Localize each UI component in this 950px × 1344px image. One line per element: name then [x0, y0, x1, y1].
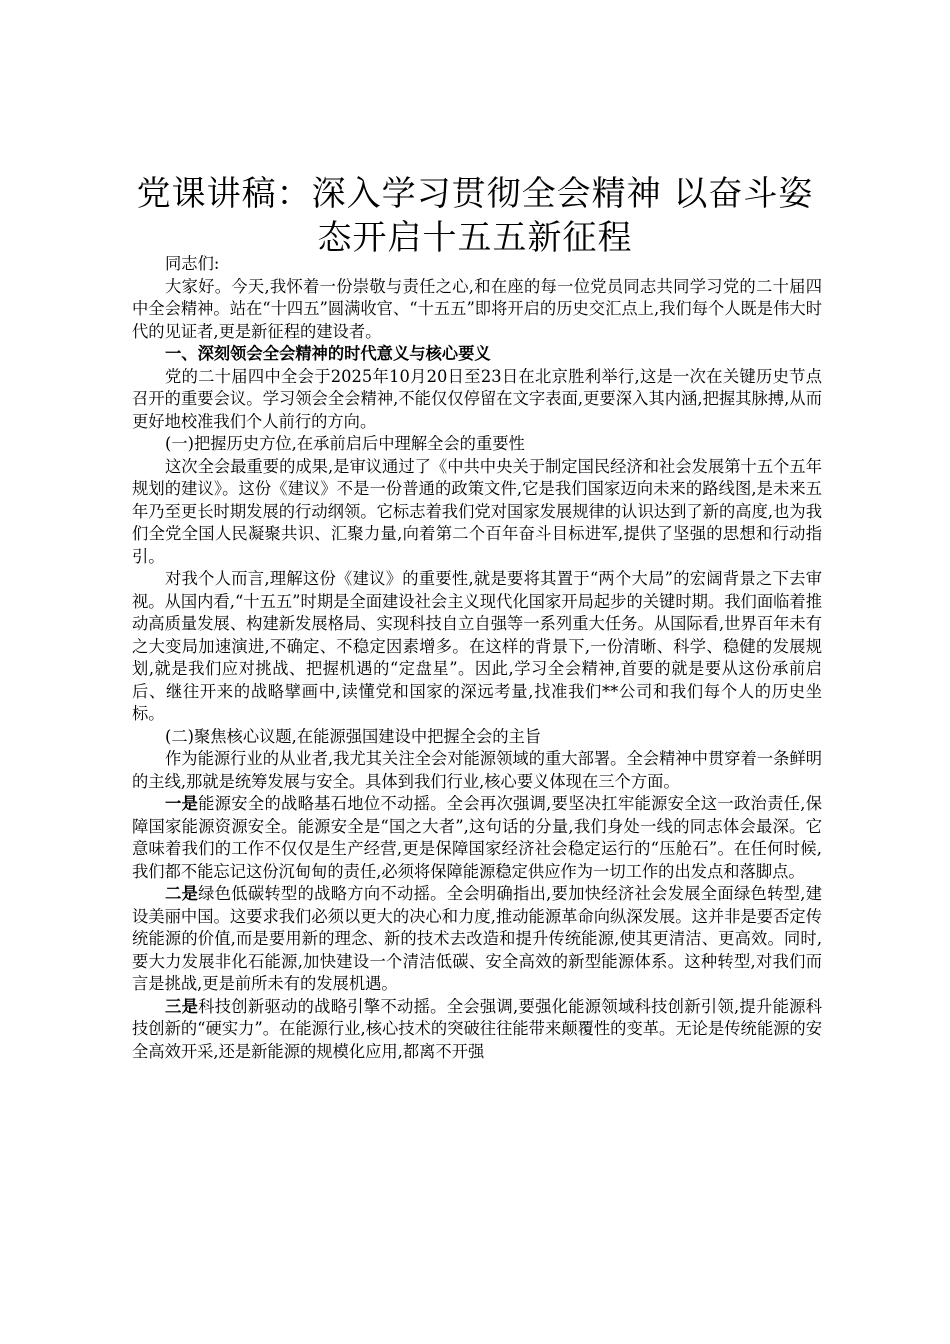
intro-paragraph: 大家好。今天,我怀着一份崇敬与责任之心,和在座的每一位党员同志共同学习党的二十届四中全会精神。站在“十四五”圆满收官、“十五五”即将开启的历史交汇点上,我们每个人既是伟大时代的见证者,更是新征程的建设者。 [132, 276, 822, 341]
point-text: 能源安全的战略基石地位不动摇。全会再次强调,要坚决扛牢能源安全这一政治责任,保障国家能源资源安全。能源安全是“国之大者”,这句话的分量,我们身处一线的同志体会最深。它意味着我们的工作不仅仅是生产经营,更是保障国家经济社会稳定运行的“压舱石”。在任何时候,我们都不能忘记这份沉甸甸的责任,必须将保障能源稳定供应作为一切工作的出发点和落脚点。 [132, 794, 822, 881]
point-paragraph [132, 996, 822, 1064]
paragraph: 这次全会最重要的成果,是审议通过了《中共中央关于制定国民经济和社会发展第十五个五年规划的建议》。这份《建议》不是一份普通的政策文件,它是我们国家迈向未来的路线图,是未来五年乃至更长时期发展的行动纲领。它标志着我们党对国家发展规律的认识达到了新的高度,也为我们全党全国人民凝聚共识、汇聚力量,向着第二个百年奋斗目标进军,提供了坚强的思想和行动指引。 [132, 456, 822, 566]
subsection-heading: (二)聚焦核心议题,在能源强国建设中把握全会的主旨 [165, 726, 542, 746]
point-paragraph [132, 883, 822, 996]
section-heading: 一、深刻领会全会精神的时代意义与核心要义 [165, 344, 491, 363]
document-body [132, 253, 822, 1063]
paragraph: 党的二十届四中全会于2025年10月20日至23日在北京胜利举行,这是一次在关键历史节点召开的重要会议。学习领会全会精神,不能仅仅停留在文字表面,更要深入其内涵,把握其脉搏,从而更好地校准我们个人前行的方向。 [132, 366, 822, 431]
point-lead: 三是 [165, 996, 199, 1016]
point-paragraph [132, 793, 822, 883]
point-text: 绿色低碳转型的战略方向不动摇。全会明确指出,要加快经济社会发展全面绿色转型,建设美丽中国。这要求我们必须以更大的决心和力度,推动能源革命向纵深发展。这并非是要否定传统能源的价值,而是要用新的理念、新的技术去改造和提升传统能源,使其更清洁、更高效。同时,要大力发展非化石能源,加快建设一个清洁低碳、安全高效的新型能源体系。这种转型,对我们而言是挑战,更是前所未有的发展机遇。 [132, 884, 822, 993]
paragraph: 对我个人而言,理解这份《建议》的重要性,就是要将其置于“两个大局”的宏阔背景之下去审视。从国内看,“十五五”时期是全面建设社会主义现代化国家开局起步的关键时期。我们面临着推动高质量发展、构建新发展格局、实现科技自立自强等一系列重大任务。从国际看,世界百年未有之大变局加速演进,不确定、不稳定因素增多。在这样的背景下,一份清晰、科学、稳健的发展规划,就是我们应对挑战、把握机遇的“定盘星”。因此,学习全会精神,首要的就是要从这份承前启后、继往开来的战略擘画中,读懂党和国家的深远考量,找准我们**公司和我们每个人的历史坐标。 [132, 569, 822, 723]
greeting: 同志们: [165, 254, 220, 273]
point-lead: 一是 [165, 794, 199, 813]
paragraph: 作为能源行业的从业者,我尤其关注全会对能源领域的重大部署。全会精神中贯穿着一条鲜明的主线,那就是统筹发展与安全。具体到我们行业,核心要义体现在三个方面。 [132, 749, 822, 791]
document-title: 党课讲稿：深入学习贯彻全会精神 以奋斗姿态开启十五五新征程 [136, 174, 814, 258]
point-lead: 二是 [165, 884, 199, 903]
subsection-heading: (一)把握历史方位,在承前启后中理解全会的重要性 [165, 434, 525, 453]
point-text: 科技创新驱动的战略引擎不动摇。全会强调,要强化能源领域科技创新引领,提升能源科技创新的“硬实力”。在能源行业,核心技术的突破往往能带来颠覆性的变革。无论是传统能源的安全高效开采,还是新能源的规模化应用,都离不开强 [132, 996, 822, 1061]
